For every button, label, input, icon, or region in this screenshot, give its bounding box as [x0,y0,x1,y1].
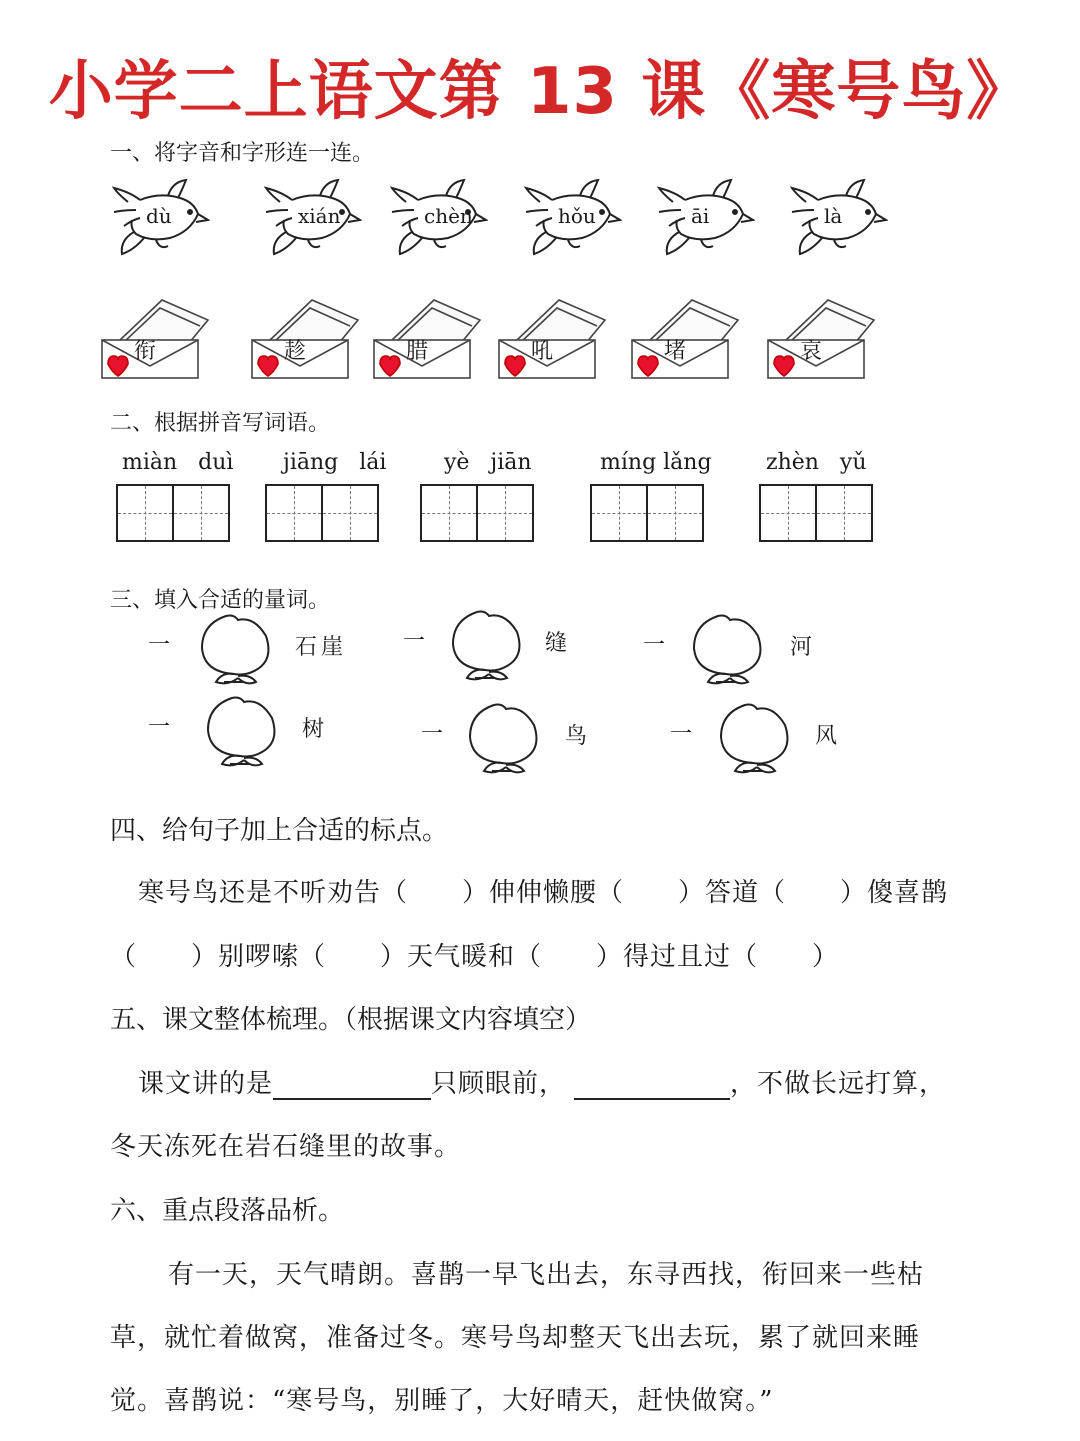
summary-text-a: 课文讲的是 [138,1069,274,1099]
word-pinyin: jiāng lái [283,450,387,475]
tian-grid[interactable] [420,484,532,542]
measure-dash: 一 [403,629,426,654]
peach-answer-box[interactable] [194,608,276,688]
peach-icon [462,762,544,781]
measure-dash: 一 [421,722,444,747]
bird-card[interactable] [655,176,755,258]
summary-text-c: ，不做长远打算， [730,1069,947,1099]
tian-grid[interactable] [590,484,702,542]
tian-grid-cell[interactable] [321,484,379,542]
peach-icon [713,762,795,781]
measure-noun: 河 [790,635,817,660]
section-6-heading: 六、重点段落品析。 [110,1196,345,1226]
peach-icon [445,669,527,688]
bird-pinyin: là [824,204,843,228]
peach-answer-box[interactable] [200,690,282,770]
envelope-character: 衔 [134,339,157,364]
envelope-card[interactable] [372,296,484,388]
bird-pinyin: chèn [424,204,473,228]
passage-line-1: 有一天，天气晴朗。喜鹊一早飞出去，东寻西找，衔回来一些枯 [168,1260,925,1290]
page-title: 小学二上语文第 13 课《寒号鸟》 [48,55,1032,129]
peach-icon [200,755,282,774]
summary-text-b: 只顾眼前， [431,1069,567,1099]
bird-pinyin: hǒu [558,204,596,228]
tian-grid[interactable] [116,484,228,542]
word-pinyin: miàn duì [122,450,234,475]
peach-answer-box[interactable] [445,604,527,684]
tian-grid-cell[interactable] [759,484,817,542]
envelope-character: 堵 [664,339,687,364]
peach-icon [686,673,768,692]
tian-grid-cell[interactable] [476,484,534,542]
blank-2[interactable] [574,1070,730,1100]
section-3-heading: 三、填入合适的量词。 [110,588,331,613]
blank-1[interactable] [273,1070,431,1100]
tian-grid-cell[interactable] [815,484,873,542]
bird-card[interactable] [110,176,210,258]
summary-line-1 [138,1063,946,1100]
measure-noun: 缝 [545,631,572,656]
summary-line-2: 冬天冻死在岩石缝里的故事。 [110,1132,462,1162]
word-pinyin: zhèn yǔ [766,450,867,475]
tian-grid-cell[interactable] [420,484,478,542]
envelope-character: 吼 [531,339,554,364]
passage-line-2: 草，就忙着做窝，准备过冬。寒号鸟却整天飞出去玩，累了就回来睡 [110,1323,921,1353]
measure-noun: 鸟 [565,724,592,749]
envelope-character: 趁 [284,339,307,364]
passage-line-3: 觉。喜鹊说：“寒号鸟，别睡了，大好晴天，赶快做窝。” [110,1386,774,1416]
tian-grid-cell[interactable] [116,484,174,542]
bird-card[interactable] [788,176,888,258]
envelope-card[interactable] [766,296,878,388]
envelope-card[interactable] [630,296,742,388]
bird-card[interactable] [262,176,362,258]
measure-dash: 一 [148,715,171,740]
peach-answer-box[interactable] [713,697,795,777]
tian-grid-cell[interactable] [646,484,704,542]
envelope-card[interactable] [250,296,362,388]
bird-pinyin: xián [298,204,341,228]
measure-noun: 树 [302,717,329,742]
tian-grid-cell[interactable] [172,484,230,542]
peach-answer-box[interactable] [686,608,768,688]
measure-noun: 石崖 [295,635,348,660]
bird-card[interactable] [522,176,622,258]
measure-dash: 一 [148,633,171,658]
bird-pinyin: dù [146,204,172,228]
tian-grid[interactable] [265,484,377,542]
section-5-heading: 五、课文整体梳理。（根据课文内容填空） [110,1005,592,1035]
tian-grid-cell[interactable] [265,484,323,542]
section-1-heading: 一、将字音和字形连一连。 [110,141,375,166]
section-2-heading: 二、根据拼音写词语。 [110,411,331,436]
envelope-card[interactable] [100,296,212,388]
word-pinyin: yè jiān [444,450,532,475]
measure-dash: 一 [643,633,666,658]
tian-grid[interactable] [759,484,871,542]
bird-card[interactable] [388,176,488,258]
bird-pinyin: āi [691,204,710,228]
peach-answer-box[interactable] [462,697,544,777]
measure-dash: 一 [670,722,693,747]
measure-noun: 风 [815,724,842,749]
envelope-character: 哀 [800,339,823,364]
section-4-heading: 四、给句子加上合适的标点。 [110,816,449,846]
envelope-card[interactable] [497,296,609,388]
envelope-character: 腊 [406,339,429,364]
tian-grid-cell[interactable] [590,484,648,542]
word-pinyin: míng lǎng [600,450,712,475]
punctuation-line-2: （ ）别啰嗦（ ）天气暖和（ ）得过且过（ ） [110,942,840,972]
punctuation-line-1: 寒号鸟还是不听劝告（ ）伸伸懒腰（ ）答道（ ）傻喜鹊 [138,878,949,908]
